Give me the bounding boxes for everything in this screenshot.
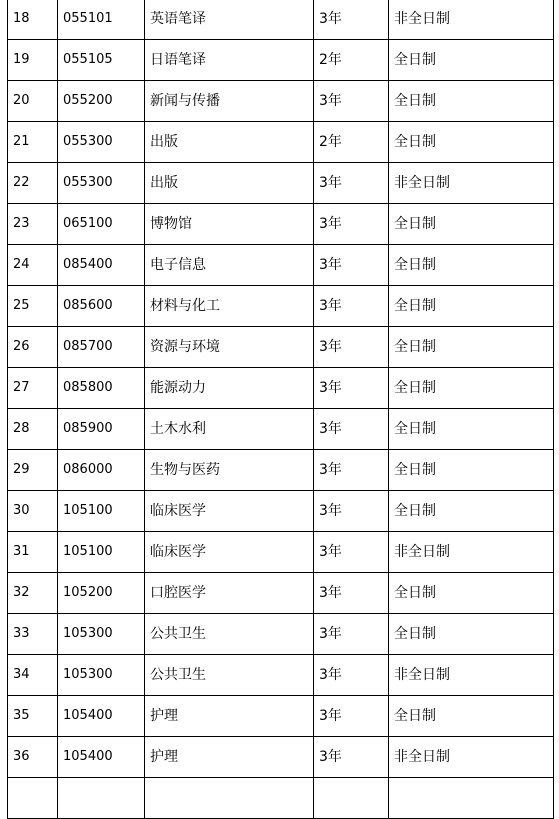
duration-cell: 3年 — [314, 409, 389, 450]
row-number-cell: 35 — [8, 696, 58, 737]
table-row — [8, 122, 554, 163]
row-number-cell: 19 — [8, 40, 58, 81]
row-number-cell: 23 — [8, 204, 58, 245]
duration-cell: 3年 — [314, 491, 389, 532]
table-row — [8, 696, 554, 737]
duration-cell: 3年 — [314, 286, 389, 327]
program-name-cell: 土木水利 — [145, 409, 314, 450]
duration-cell: 2年 — [314, 122, 389, 163]
program-table-container — [7, 0, 553, 819]
program-code-cell: 105400 — [58, 737, 145, 778]
table-body — [8, 0, 554, 819]
program-name-cell: 能源动力 — [145, 368, 314, 409]
duration-cell: 3年 — [314, 573, 389, 614]
study-mode-cell: 全日制 — [389, 40, 554, 81]
duration-cell: 3年 — [314, 368, 389, 409]
program-code-cell: 055300 — [58, 163, 145, 204]
row-number-cell: 24 — [8, 245, 58, 286]
study-mode-cell: 全日制 — [389, 122, 554, 163]
program-code-cell: 086000 — [58, 450, 145, 491]
program-name-cell: 日语笔译 — [145, 40, 314, 81]
duration-cell: 3年 — [314, 245, 389, 286]
study-mode-cell: 非全日制 — [389, 163, 554, 204]
study-mode-cell: 非全日制 — [389, 532, 554, 573]
study-mode-cell: 全日制 — [389, 491, 554, 532]
study-mode-cell: 全日制 — [389, 204, 554, 245]
program-code-cell: 085600 — [58, 286, 145, 327]
program-name-cell: 护理 — [145, 737, 314, 778]
study-mode-cell: 全日制 — [389, 696, 554, 737]
program-code-cell: 065100 — [58, 204, 145, 245]
duration-cell: 3年 — [314, 163, 389, 204]
program-code-cell: 105300 — [58, 614, 145, 655]
program-code-cell — [58, 778, 145, 819]
duration-cell: 3年 — [314, 0, 389, 40]
table-row — [8, 491, 554, 532]
program-code-cell: 105200 — [58, 573, 145, 614]
program-name-cell: 资源与环境 — [145, 327, 314, 368]
duration-cell: 3年 — [314, 696, 389, 737]
study-mode-cell — [389, 778, 554, 819]
program-code-cell: 105400 — [58, 696, 145, 737]
row-number-cell: 22 — [8, 163, 58, 204]
study-mode-cell: 全日制 — [389, 245, 554, 286]
table-row — [8, 614, 554, 655]
row-number-cell: 30 — [8, 491, 58, 532]
program-name-cell: 英语笔译 — [145, 0, 314, 40]
program-code-cell: 055101 — [58, 0, 145, 40]
program-code-cell: 105300 — [58, 655, 145, 696]
table-row — [8, 0, 554, 40]
program-name-cell: 博物馆 — [145, 204, 314, 245]
program-name-cell: 新闻与传播 — [145, 81, 314, 122]
program-name-cell: 出版 — [145, 122, 314, 163]
program-name-cell: 临床医学 — [145, 491, 314, 532]
row-number-cell: 20 — [8, 81, 58, 122]
table-row — [8, 286, 554, 327]
program-code-cell: 085900 — [58, 409, 145, 450]
table-row — [8, 450, 554, 491]
row-number-cell: 26 — [8, 327, 58, 368]
program-name-cell: 出版 — [145, 163, 314, 204]
program-name-cell: 生物与医药 — [145, 450, 314, 491]
study-mode-cell: 非全日制 — [389, 0, 554, 40]
duration-cell: 3年 — [314, 532, 389, 573]
study-mode-cell: 全日制 — [389, 409, 554, 450]
program-code-cell: 055200 — [58, 81, 145, 122]
program-name-cell: 公共卫生 — [145, 655, 314, 696]
duration-cell: 3年 — [314, 327, 389, 368]
program-name-cell: 电子信息 — [145, 245, 314, 286]
program-name-cell: 护理 — [145, 696, 314, 737]
program-name-cell: 口腔医学 — [145, 573, 314, 614]
duration-cell: 3年 — [314, 614, 389, 655]
table-row — [8, 409, 554, 450]
program-name-cell: 材料与化工 — [145, 286, 314, 327]
study-mode-cell: 非全日制 — [389, 737, 554, 778]
program-name-cell: 公共卫生 — [145, 614, 314, 655]
duration-cell: 2年 — [314, 40, 389, 81]
program-name-cell — [145, 778, 314, 819]
duration-cell: 3年 — [314, 81, 389, 122]
program-table — [7, 0, 554, 819]
table-row — [8, 163, 554, 204]
program-code-cell: 085700 — [58, 327, 145, 368]
duration-cell — [314, 778, 389, 819]
program-code-cell: 105100 — [58, 491, 145, 532]
row-number-cell: 32 — [8, 573, 58, 614]
row-number-cell: 36 — [8, 737, 58, 778]
table-row — [8, 245, 554, 286]
study-mode-cell: 全日制 — [389, 573, 554, 614]
study-mode-cell: 全日制 — [389, 614, 554, 655]
table-row — [8, 40, 554, 81]
study-mode-cell: 全日制 — [389, 327, 554, 368]
row-number-cell: 29 — [8, 450, 58, 491]
study-mode-cell: 全日制 — [389, 450, 554, 491]
duration-cell: 3年 — [314, 204, 389, 245]
table-row — [8, 737, 554, 778]
study-mode-cell: 全日制 — [389, 368, 554, 409]
row-number-cell: 31 — [8, 532, 58, 573]
program-code-cell: 085400 — [58, 245, 145, 286]
row-number-cell: 33 — [8, 614, 58, 655]
row-number-cell: 27 — [8, 368, 58, 409]
row-number-cell: 21 — [8, 122, 58, 163]
row-number-cell — [8, 778, 58, 819]
table-row — [8, 204, 554, 245]
row-number-cell: 28 — [8, 409, 58, 450]
program-code-cell: 085800 — [58, 368, 145, 409]
study-mode-cell: 全日制 — [389, 286, 554, 327]
duration-cell: 3年 — [314, 450, 389, 491]
row-number-cell: 25 — [8, 286, 58, 327]
row-number-cell: 18 — [8, 0, 58, 40]
table-row — [8, 327, 554, 368]
study-mode-cell: 非全日制 — [389, 655, 554, 696]
study-mode-cell: 全日制 — [389, 81, 554, 122]
program-name-cell: 临床医学 — [145, 532, 314, 573]
table-row — [8, 778, 554, 819]
program-code-cell: 055300 — [58, 122, 145, 163]
table-row — [8, 655, 554, 696]
row-number-cell: 34 — [8, 655, 58, 696]
program-code-cell: 055105 — [58, 40, 145, 81]
table-row — [8, 81, 554, 122]
duration-cell: 3年 — [314, 737, 389, 778]
duration-cell: 3年 — [314, 655, 389, 696]
table-row — [8, 573, 554, 614]
program-code-cell: 105100 — [58, 532, 145, 573]
table-row — [8, 368, 554, 409]
table-row — [8, 532, 554, 573]
